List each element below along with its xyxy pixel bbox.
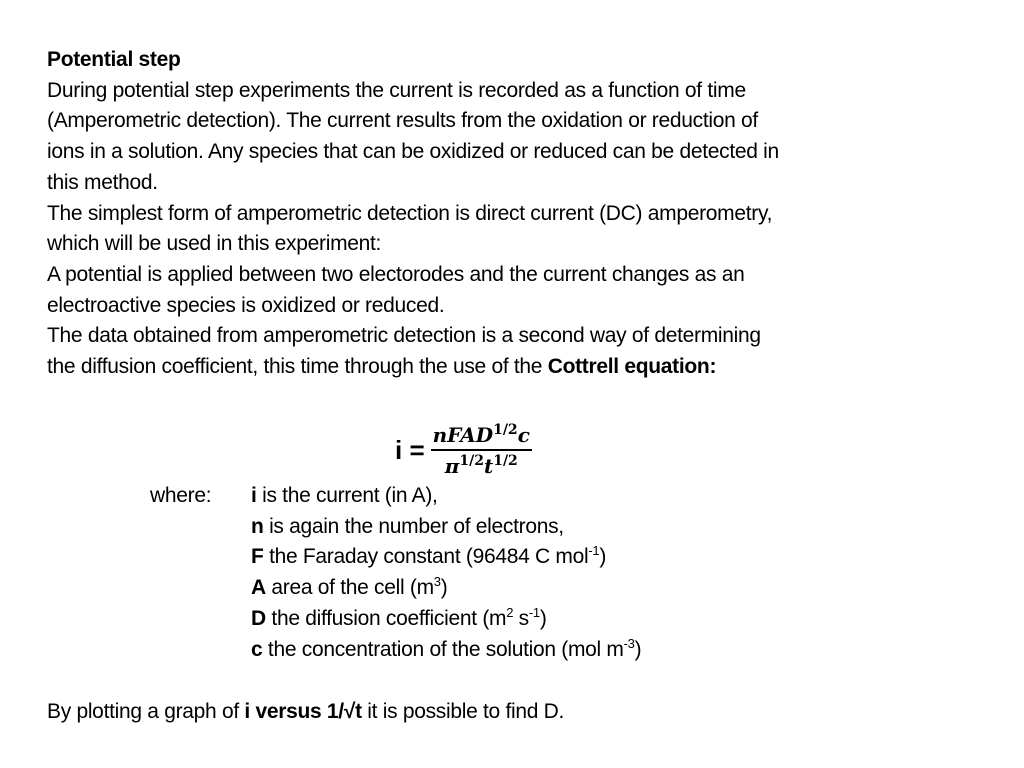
definition-text: the diffusion coefficient (m — [265, 606, 507, 630]
definition-superscript: -1 — [588, 543, 600, 559]
definition-tail: ) — [599, 545, 607, 569]
conclusion-bold: i versus 1/√t — [244, 700, 362, 723]
body-text — [47, 45, 947, 383]
cottrell-equation-label: Cottrell equation: — [547, 355, 717, 379]
definition-list — [251, 481, 641, 665]
cottrell-equation — [395, 418, 532, 482]
paragraph-line: During potential step experiments the current is recorded as a function of time — [47, 78, 746, 102]
definition-superscript: 2 — [506, 604, 514, 620]
definition-item — [251, 542, 641, 573]
conclusion-after: it is possible to find D. — [361, 700, 565, 723]
definition-item — [251, 481, 641, 512]
cottrell-intro-text: the diffusion coefficient, this time through the use of the — [47, 355, 548, 379]
definition-superscript: -1 — [528, 604, 540, 620]
paragraph-line: A potential is applied between two electorodes and the current changes as an — [47, 262, 745, 286]
numerator-tail: c — [517, 423, 530, 447]
paragraph-line: electroactive species is oxidized or reduced. — [47, 293, 445, 317]
definition-tail: ) — [440, 576, 448, 600]
equation-fraction — [431, 422, 532, 478]
definition-item — [251, 512, 641, 543]
denominator-pi: π — [444, 454, 460, 478]
definition-tail: ) — [539, 606, 547, 630]
definition-symbol: i — [251, 484, 257, 507]
definition-text: is the current (in A), — [256, 484, 438, 507]
definition-text: area of the cell (m — [265, 576, 434, 600]
paragraph-line: (Amperometric detection). The current results from the oxidation or reduction of — [47, 109, 758, 133]
equation-lhs: i = — [395, 434, 425, 465]
definition-item — [251, 604, 641, 635]
definition-symbol: D — [251, 606, 266, 630]
definition-symbol: n — [251, 514, 264, 538]
definition-symbol: F — [251, 545, 264, 569]
definition-text: the Faraday constant (96484 C mol — [263, 545, 589, 569]
conclusion-before: By plotting a graph of — [47, 700, 245, 723]
definition-symbol: c — [251, 637, 263, 661]
cottrell-intro-line — [47, 352, 947, 383]
paragraph-line: The data obtained from amperometric detection is a second way of determining — [47, 324, 761, 348]
denominator-t-exponent: 1/2 — [493, 453, 518, 469]
numerator-exponent: 1/2 — [493, 422, 518, 438]
denominator-pi-exponent: 1/2 — [459, 453, 484, 469]
numerator-base: nFAD — [432, 423, 494, 447]
definition-text: is again the number of electrons, — [263, 514, 564, 538]
paragraph-line: ions in a solution. Any species that can be oxidized or reduced can be detected in — [47, 140, 779, 164]
definition-superscript: -3 — [623, 635, 635, 651]
definition-superscript: 3 — [433, 574, 441, 590]
definition-text: the concentration of the solution (mol m — [262, 637, 624, 661]
definition-item — [251, 573, 641, 604]
definition-mid: s — [513, 606, 529, 630]
conclusion-line — [47, 697, 564, 728]
denominator-t: t — [483, 454, 494, 478]
definition-symbol: A — [251, 576, 266, 600]
equation-numerator — [431, 422, 532, 449]
definition-item — [251, 635, 641, 666]
paragraph-line: this method. — [47, 170, 158, 194]
slide-title: Potential step — [47, 48, 181, 71]
definition-tail: ) — [634, 637, 642, 661]
equation-denominator — [443, 451, 520, 478]
where-label: where: — [150, 484, 212, 507]
paragraph-line: which will be used in this experiment: — [47, 232, 382, 256]
paragraph-line: The simplest form of amperometric detection is direct current (DC) amperometry, — [47, 201, 773, 225]
